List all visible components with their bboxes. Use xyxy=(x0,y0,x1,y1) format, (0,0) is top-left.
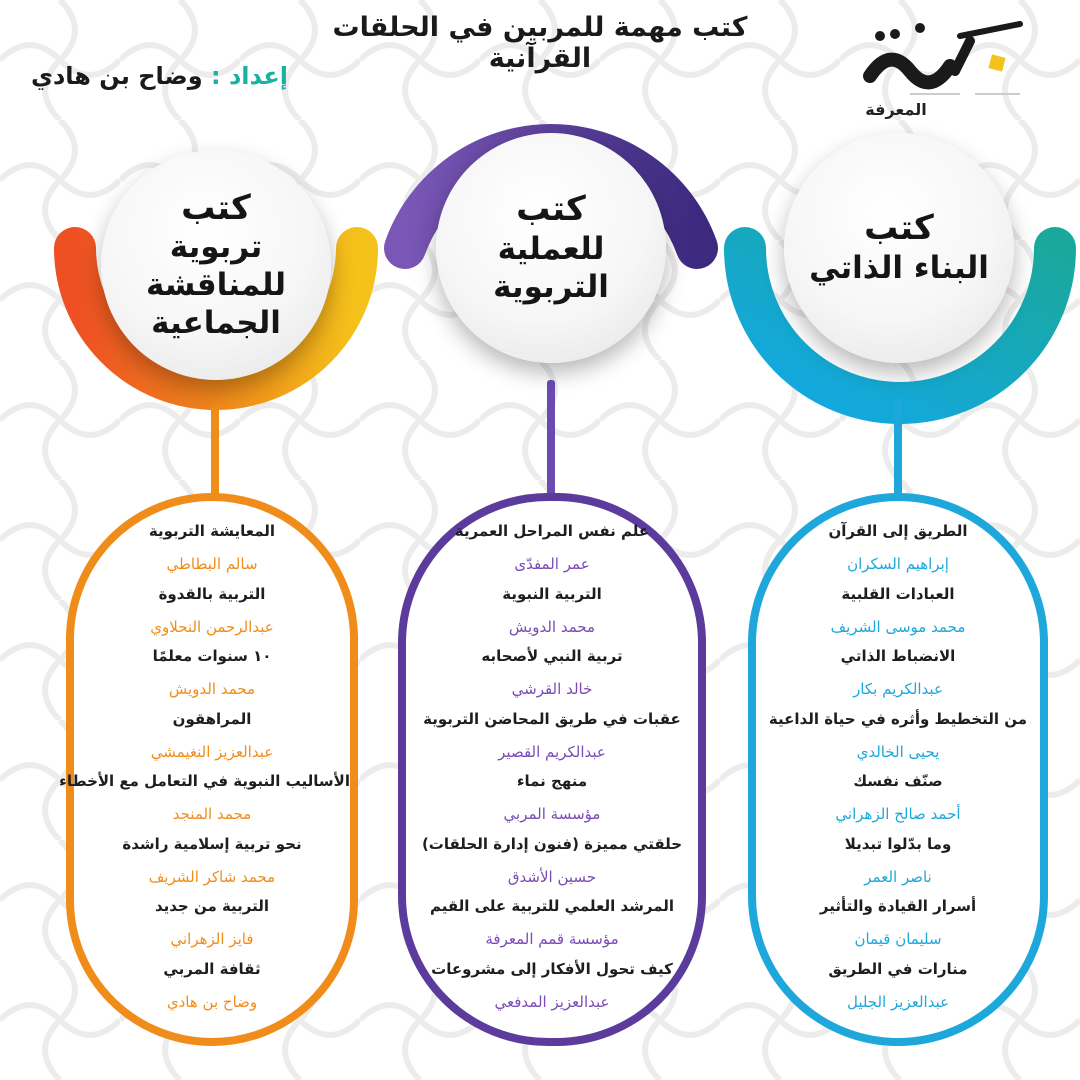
list-item xyxy=(406,832,698,895)
book-author: سليمان قيمان xyxy=(854,930,942,948)
heading-line1: كتب xyxy=(181,187,251,228)
book-title: الأساليب النبوية في التعامل مع الأخطاء xyxy=(59,772,350,790)
heading-line2: للعملية التربوية xyxy=(493,230,609,305)
book-title: التربية النبوية xyxy=(502,584,602,603)
list-item xyxy=(74,582,350,645)
book-author: يحيى الخالدي xyxy=(856,742,940,761)
book-list-group-discussion xyxy=(59,493,358,1046)
list-item xyxy=(756,519,1040,582)
book-title: صنّف نفسك xyxy=(853,772,943,790)
book-title: الطريق إلى القرآن xyxy=(828,522,968,540)
heading-line2: البناء الذاتي xyxy=(809,249,989,286)
credit-name: وضاح بن هادي xyxy=(30,62,203,90)
book-author: عمر المفدّى xyxy=(514,555,590,573)
book-title: العبادات القلبية xyxy=(841,584,955,603)
book-author: سالم البطاطي xyxy=(166,555,258,573)
heading-line2: تربوية للمناقشة xyxy=(145,229,286,303)
book-title: المراهقون xyxy=(172,709,252,728)
list-item xyxy=(74,707,350,770)
book-title: التربية بالقدوة xyxy=(158,584,266,603)
book-author: عبدالعزيز الجليل xyxy=(846,992,950,1011)
book-author: عبدالعزيز المدفعي xyxy=(494,992,610,1011)
book-title: تربية النبي لأصحابه xyxy=(481,647,623,665)
book-title: نحو تربية إسلامية راشدة xyxy=(122,834,302,853)
list-item xyxy=(406,769,698,832)
book-title: ١٠ سنوات معلمًا xyxy=(152,647,272,665)
list-item xyxy=(406,707,698,770)
list-item xyxy=(756,707,1040,770)
book-title: حلقتي مميزة (فنون إدارة الحلقات) xyxy=(421,834,683,853)
list-item xyxy=(74,644,350,707)
book-title: منهج نماء xyxy=(516,772,588,790)
book-title: منارات في الطريق xyxy=(828,959,968,978)
book-title: ثقافة المربي xyxy=(163,959,261,978)
book-author: مؤسسة قمم المعرفة xyxy=(485,930,619,948)
heading-circle-self-building xyxy=(784,133,1014,363)
book-author: أحمد صالح الزهراني xyxy=(835,805,961,823)
book-author: عبدالرحمن النحلاوي xyxy=(150,617,274,636)
list-item xyxy=(756,644,1040,707)
book-title: أسرار القيادة والتأثير xyxy=(819,897,977,915)
book-title: علم نفس المراحل العمرية xyxy=(454,522,650,540)
list-item xyxy=(406,957,698,1020)
heading-circle-educational-process xyxy=(436,133,666,363)
book-author: عبدالكريم القصير xyxy=(498,742,606,761)
list-item xyxy=(756,769,1040,832)
page-title: كتب مهمة للمربين في الحلقات القرآنية xyxy=(332,12,748,74)
list-item xyxy=(59,769,350,832)
heading-line3: الجماعية xyxy=(151,304,281,341)
book-list-educational-process xyxy=(398,493,706,1046)
book-author: ناصر العمر xyxy=(864,867,932,886)
logo-text: المعرفة xyxy=(865,100,927,119)
book-title: الانضباط الذاتي xyxy=(840,647,956,665)
book-author: وضاح بن هادي xyxy=(166,992,258,1011)
book-author: مؤسسة المربي xyxy=(503,805,601,823)
list-item xyxy=(756,582,1040,645)
list-item xyxy=(756,832,1040,895)
book-author: محمد موسى الشريف xyxy=(830,617,966,636)
list-item xyxy=(74,957,350,1020)
book-title: المرشد العلمي للتربية على القيم xyxy=(429,897,675,915)
book-author: إبراهيم السكران xyxy=(847,555,949,573)
book-author: محمد الدويش xyxy=(508,617,596,636)
stem-middle xyxy=(547,380,555,500)
credit-label: إعداد : xyxy=(211,62,288,90)
book-title: التربية من جديد xyxy=(154,897,270,915)
heading-circle-group-discussion xyxy=(101,150,331,380)
book-title: المعايشة التربوية xyxy=(148,522,276,540)
list-item xyxy=(74,894,350,957)
book-author: فايز الزهراني xyxy=(170,930,254,948)
heading-line1: كتب xyxy=(864,208,934,249)
list-item xyxy=(756,894,1040,957)
list-item xyxy=(406,519,698,582)
list-item xyxy=(756,957,1040,1020)
book-title: كيف تحول الأفكار إلى مشروعات xyxy=(431,959,673,978)
heading-line1: كتب xyxy=(516,189,586,230)
book-list-self-building xyxy=(748,493,1048,1046)
book-title: وما بدّلوا تبديلا xyxy=(844,834,952,853)
book-title: من التخطيط وأثره في حياة الداعية xyxy=(768,709,1028,728)
book-author: محمد المنجد xyxy=(172,805,252,823)
book-author: حسين الأشدق xyxy=(507,867,597,886)
book-author: عبدالعزيز النغيمشي xyxy=(150,742,274,761)
list-item xyxy=(74,832,350,895)
book-author: خالد القرشي xyxy=(511,680,593,698)
book-author: محمد شاكر الشريف xyxy=(148,867,276,886)
book-author: عبدالكريم بكار xyxy=(853,680,943,698)
book-title: عقبات في طريق المحاضن التربوية xyxy=(423,709,681,728)
list-item xyxy=(74,519,350,582)
book-author: محمد الدويش xyxy=(168,680,256,698)
list-item xyxy=(406,582,698,645)
list-item xyxy=(406,894,698,957)
list-item xyxy=(406,644,698,707)
